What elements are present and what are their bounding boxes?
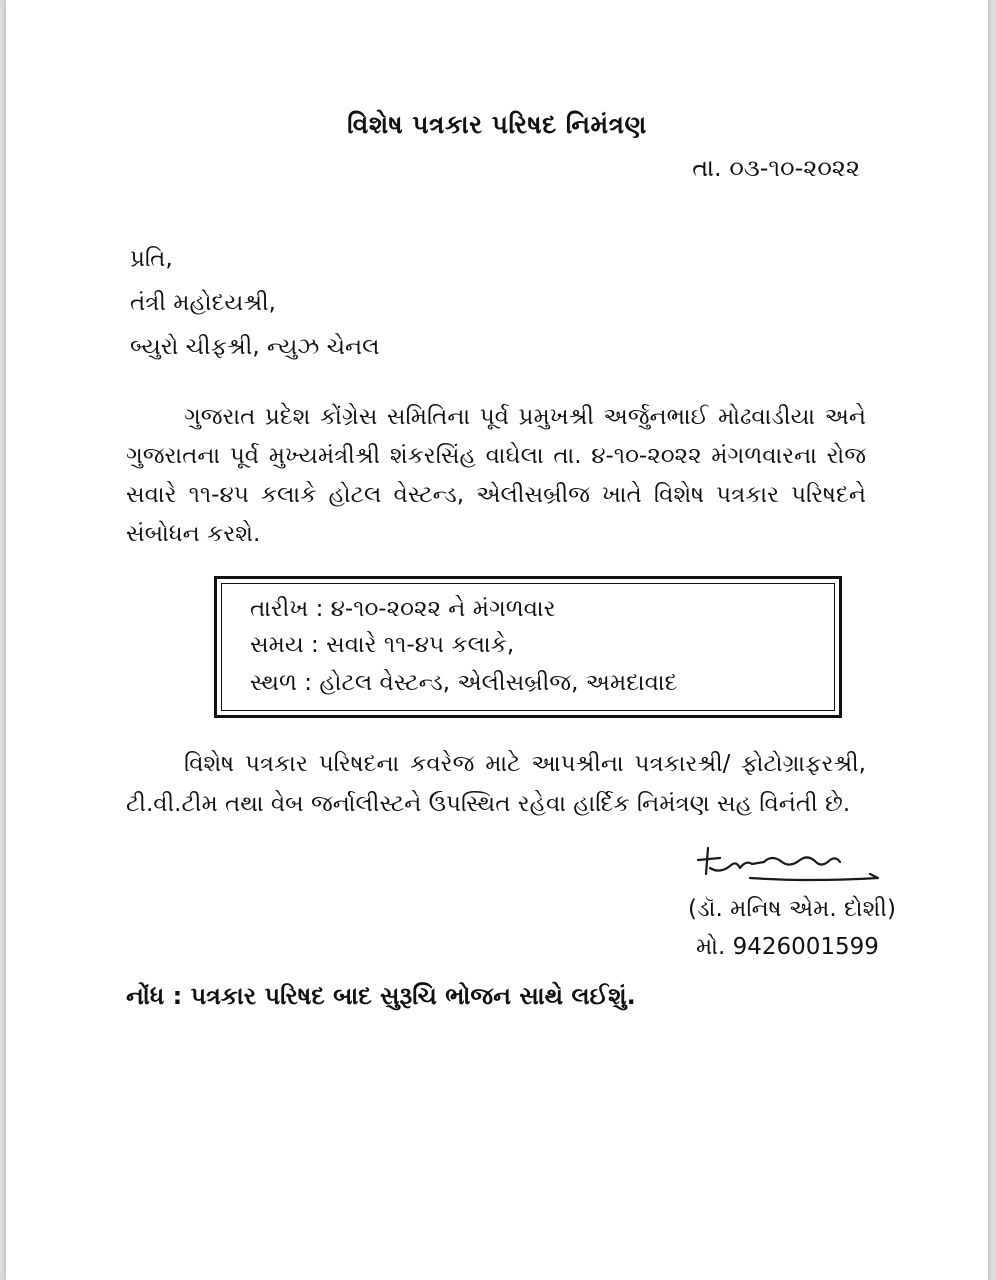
document-date: તા. ૦૩-૧૦-૨૦૨૨	[692, 154, 860, 182]
footer-note: નોંધ : પત્રકાર પરિષદ બાદ સુરૂચિ ભોજન સાથે લઈશું.	[126, 982, 636, 1010]
body-paragraph-announcement: ગુજરાત પ્રદેશ કોંગ્રેસ સમિતિના પૂર્વ પ્રમુખશ્રી અર્જુનભાઈ મોઢવાડીયા અને ગુજરાતના પૂર્વ મુખ્યમંત્રીશ્રી શંકરસિંહ વાઘેલા તા. ૪-૧૦-૨૦૨૨ મંગળવારના રોજ સવારે ૧૧-૪૫ કલાકે હોટલ વેસ્ટન્ડ, એલીસબ્રીજ ખાતે વિશેષ પત્રકાર પરિષદને સંબોધન કરશે.	[126, 404, 866, 547]
event-place-line: સ્થળ : હોટલ વેસ્ટન્ડ, એલીસબ્રીજ, અમદાવાદ	[250, 670, 678, 696]
event-details-inner-border	[221, 583, 835, 711]
event-time-line: સમય : સવારે ૧૧-૪૫ કલાકે,	[250, 632, 515, 658]
event-date-line: તારીખ : ૪-૧૦-૨૦૨૨ ને મંગળવાર	[250, 596, 556, 622]
document-page	[6, 0, 988, 1280]
recipient-line: પ્રતિ,	[130, 246, 173, 272]
recipient-line: તંત્રી મહોદયશ્રી,	[130, 290, 276, 316]
signer-phone: મો. 9426001599	[696, 934, 879, 960]
handwritten-signature	[690, 838, 890, 888]
recipient-line: બ્યુરો ચીફશ્રી, ન્યુઝ ચેનલ	[130, 334, 380, 360]
body-paragraph-invitation: વિશેષ પત્રકાર પરિષદના કવરેજ માટે આપશ્રીના પત્રકારશ્રી/ ફોટોગ્રાફરશ્રી, ટી.વી.ટીમ તથા વેબ જર્નાલીસ્ટને ઉપસ્થિત રહેવા હાર્દિક નિમંત્રણ સહ વિનંતી છે.	[126, 751, 866, 817]
document-title: વિશેષ પત્રકાર પરિષદ નિમંત્રણ	[347, 110, 647, 139]
signer-name: (ડૉ. મનિષ એમ. દોશી)	[688, 896, 896, 922]
event-details-box	[214, 576, 842, 718]
